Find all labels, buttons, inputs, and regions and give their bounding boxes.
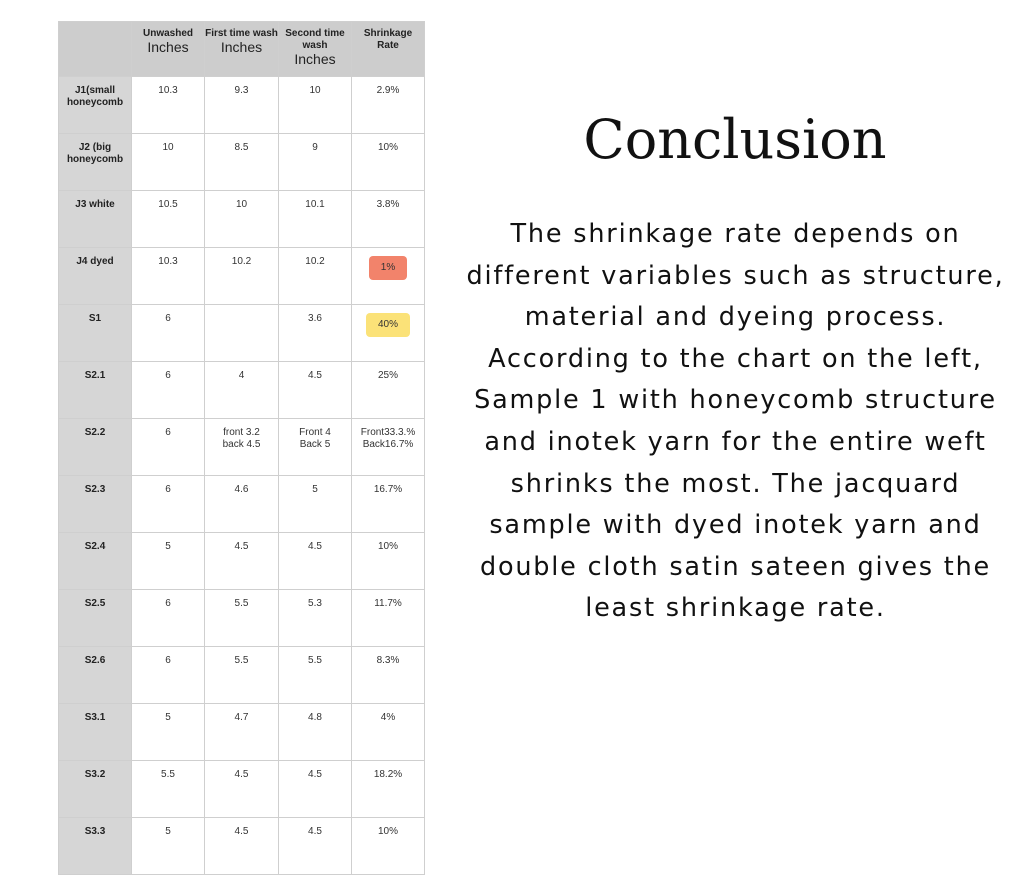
second-wash-cell (279, 305, 352, 362)
row-label: J3 white (75, 199, 115, 210)
cell-value: 5 (165, 541, 171, 552)
header-label: Second time wash (285, 28, 345, 51)
first-wash-cell (205, 476, 279, 533)
cell-value: 16.7% (373, 484, 403, 495)
cell-value: 4 (238, 370, 245, 381)
row-label: S2.2 (84, 427, 106, 438)
row-label-cell (59, 305, 132, 362)
first-wash-cell (205, 590, 279, 647)
second-wash-cell (279, 818, 352, 875)
row-label: S2.3 (84, 484, 106, 495)
row-label: S2.5 (84, 598, 106, 609)
table-body (59, 77, 425, 875)
row-label: J2 (big honeycomb (66, 142, 124, 165)
conclusion-paragraph: The shrinkage rate depends on different variables such as structure, material and dyeing process. According to the chart on the left, Sample 1 with honeycomb structure and inotek yarn for the entire weft shrinks the most. The jacquard sample with dyed inotek yarn and double cloth satin sateen gives the least shrinkage rate. (466, 219, 1005, 624)
unwashed-cell (132, 77, 205, 134)
cell-value: 25% (377, 370, 398, 381)
row-label-cell (59, 476, 132, 533)
shrinkage-rate-cell (352, 704, 425, 761)
header-second-wash (279, 22, 352, 77)
row-label-cell (59, 134, 132, 191)
cell-value: 10 (309, 85, 321, 96)
header-label: First time wash (205, 28, 278, 39)
cell-value: 4.5 (234, 826, 249, 837)
table-row (59, 191, 425, 248)
table-row (59, 248, 425, 305)
unwashed-cell (132, 818, 205, 875)
table-row (59, 362, 425, 419)
cell-value: 10.3 (158, 85, 178, 96)
row-label-cell (59, 647, 132, 704)
cell-value: 10.2 (231, 256, 252, 267)
header-unwashed (132, 22, 205, 77)
shrinkage-table (58, 21, 425, 875)
unwashed-cell (132, 305, 205, 362)
second-wash-cell (279, 419, 352, 476)
second-wash-cell (279, 647, 352, 704)
cell-value: 4.7 (234, 712, 249, 723)
cell-value: 5 (165, 826, 171, 837)
cell-value: 5.5 (234, 655, 249, 666)
shrinkage-rate-cell (352, 419, 425, 476)
row-label: S2.6 (84, 655, 106, 666)
unwashed-cell (132, 191, 205, 248)
table-row (59, 533, 425, 590)
cell-value: 10% (377, 142, 398, 153)
row-label: S3.2 (84, 769, 106, 780)
row-label-cell (59, 77, 132, 134)
row-label-cell (59, 761, 132, 818)
row-label-cell (59, 191, 132, 248)
shrinkage-rate-cell (352, 362, 425, 419)
unwashed-cell (132, 476, 205, 533)
header-first-wash (205, 22, 279, 77)
first-wash-cell (205, 761, 279, 818)
header-shrinkage-rate (352, 22, 425, 77)
cell-value: 6 (165, 655, 171, 666)
header-label: Unwashed (142, 28, 193, 39)
shrinkage-table-container (58, 21, 424, 837)
cell-value: 40% (366, 313, 410, 337)
first-wash-cell (205, 134, 279, 191)
shrinkage-rate-cell (352, 191, 425, 248)
second-wash-cell (279, 362, 352, 419)
cell-value: 10% (377, 826, 398, 837)
cell-value: 10.2 (305, 256, 325, 267)
header-unit: Inches (147, 39, 189, 55)
table-row (59, 761, 425, 818)
second-wash-cell (279, 704, 352, 761)
row-label: J4 dyed (76, 256, 114, 267)
row-label-cell (59, 419, 132, 476)
cell-value: 6 (165, 598, 171, 609)
second-wash-cell (279, 77, 352, 134)
first-wash-cell (205, 191, 279, 248)
second-wash-cell (279, 476, 352, 533)
cell-value: 6 (165, 427, 171, 438)
shrinkage-rate-cell (352, 476, 425, 533)
cell-value: 10 (162, 142, 174, 153)
conclusion-heading: Conclusion (583, 108, 887, 171)
header-unit: Inches (220, 39, 263, 55)
unwashed-cell (132, 761, 205, 818)
unwashed-cell (132, 533, 205, 590)
cell-value: 5.3 (308, 598, 322, 609)
first-wash-cell (205, 419, 279, 476)
cell-value: 4.5 (308, 769, 322, 780)
table-row (59, 305, 425, 362)
unwashed-cell (132, 419, 205, 476)
unwashed-cell (132, 590, 205, 647)
table-row (59, 419, 425, 476)
unwashed-cell (132, 248, 205, 305)
first-wash-cell (205, 818, 279, 875)
cell-value: 6 (165, 313, 171, 324)
first-wash-cell (205, 704, 279, 761)
cell-value: 2.9% (376, 85, 400, 96)
cell-value: 4.5 (234, 541, 249, 552)
second-wash-cell (279, 191, 352, 248)
cell-value: 5.5 (234, 598, 249, 609)
second-wash-cell (279, 134, 352, 191)
cell-value: 4.5 (308, 826, 322, 837)
first-wash-cell (205, 77, 279, 134)
header-corner-cell (59, 22, 132, 77)
shrinkage-rate-cell (352, 590, 425, 647)
row-label-cell (59, 362, 132, 419)
cell-value: 4.5 (308, 370, 322, 381)
cell-value: 6 (165, 484, 171, 495)
row-label: S3.1 (84, 712, 106, 723)
row-label: J1(small honeycomb (66, 85, 124, 108)
cell-value: 9 (312, 142, 318, 153)
cell-value: 10.3 (158, 256, 178, 267)
shrinkage-rate-cell (352, 533, 425, 590)
cell-value: Front33.3.% Back16.7% (360, 427, 416, 450)
row-label: S2.4 (84, 541, 106, 552)
table-row (59, 476, 425, 533)
row-label-cell (59, 704, 132, 761)
cell-value: 5.5 (308, 655, 322, 666)
shrinkage-rate-cell (352, 134, 425, 191)
row-label-cell (59, 590, 132, 647)
cell-value: 3.8% (376, 199, 400, 210)
shrinkage-rate-cell (352, 77, 425, 134)
first-wash-cell (205, 533, 279, 590)
row-label-cell (59, 818, 132, 875)
unwashed-cell (132, 134, 205, 191)
cell-value: 5 (165, 712, 171, 723)
cell-value: 8.5 (234, 142, 249, 153)
first-wash-cell (205, 305, 279, 362)
cell-value: 10.1 (305, 199, 325, 210)
second-wash-cell (279, 248, 352, 305)
row-label-cell (59, 248, 132, 305)
table-row (59, 77, 425, 134)
cell-value: Front 4 Back 5 (299, 427, 331, 450)
row-label: S1 (88, 313, 102, 324)
cell-value: 6 (165, 370, 171, 381)
header-unit: Inches (294, 51, 336, 67)
cell-value: 10.5 (158, 199, 178, 210)
cell-value: 3.6 (308, 313, 322, 324)
unwashed-cell (132, 362, 205, 419)
shrinkage-rate-cell (352, 647, 425, 704)
first-wash-cell (205, 647, 279, 704)
second-wash-cell (279, 590, 352, 647)
cell-value: front 3.2 back 4.5 (222, 427, 261, 450)
cell-value: 5.5 (161, 769, 175, 780)
table-row (59, 704, 425, 761)
cell-value: 4.5 (308, 541, 322, 552)
unwashed-cell (132, 704, 205, 761)
table-row (59, 647, 425, 704)
cell-value: 11.7% (374, 598, 402, 609)
second-wash-cell (279, 761, 352, 818)
table-row (59, 590, 425, 647)
first-wash-cell (205, 362, 279, 419)
header-label: Shrinkage Rate (363, 28, 413, 51)
shrinkage-rate-cell (352, 761, 425, 818)
unwashed-cell (132, 647, 205, 704)
cell-value: 4.6 (234, 484, 249, 495)
row-label-cell (59, 533, 132, 590)
shrinkage-rate-cell (352, 305, 425, 362)
table-row (59, 134, 425, 191)
cell-value: 18.2% (373, 769, 403, 780)
cell-value: 9.3 (234, 85, 249, 96)
table-header-row (59, 22, 425, 77)
cell-value: 4.8 (308, 712, 322, 723)
cell-value: 5 (312, 484, 318, 495)
cell-value: 4.5 (234, 769, 249, 780)
cell-value: 1% (369, 256, 407, 280)
cell-value: 10% (377, 541, 398, 552)
table-row (59, 818, 425, 875)
row-label: S2.1 (84, 370, 106, 381)
cell-value: 4% (380, 712, 396, 723)
cell-value: 8.3% (376, 655, 400, 666)
first-wash-cell (205, 248, 279, 305)
shrinkage-rate-cell (352, 818, 425, 875)
second-wash-cell (279, 533, 352, 590)
row-label: S3.3 (84, 826, 106, 837)
shrinkage-rate-cell (352, 248, 425, 305)
cell-value: 10 (235, 199, 248, 210)
